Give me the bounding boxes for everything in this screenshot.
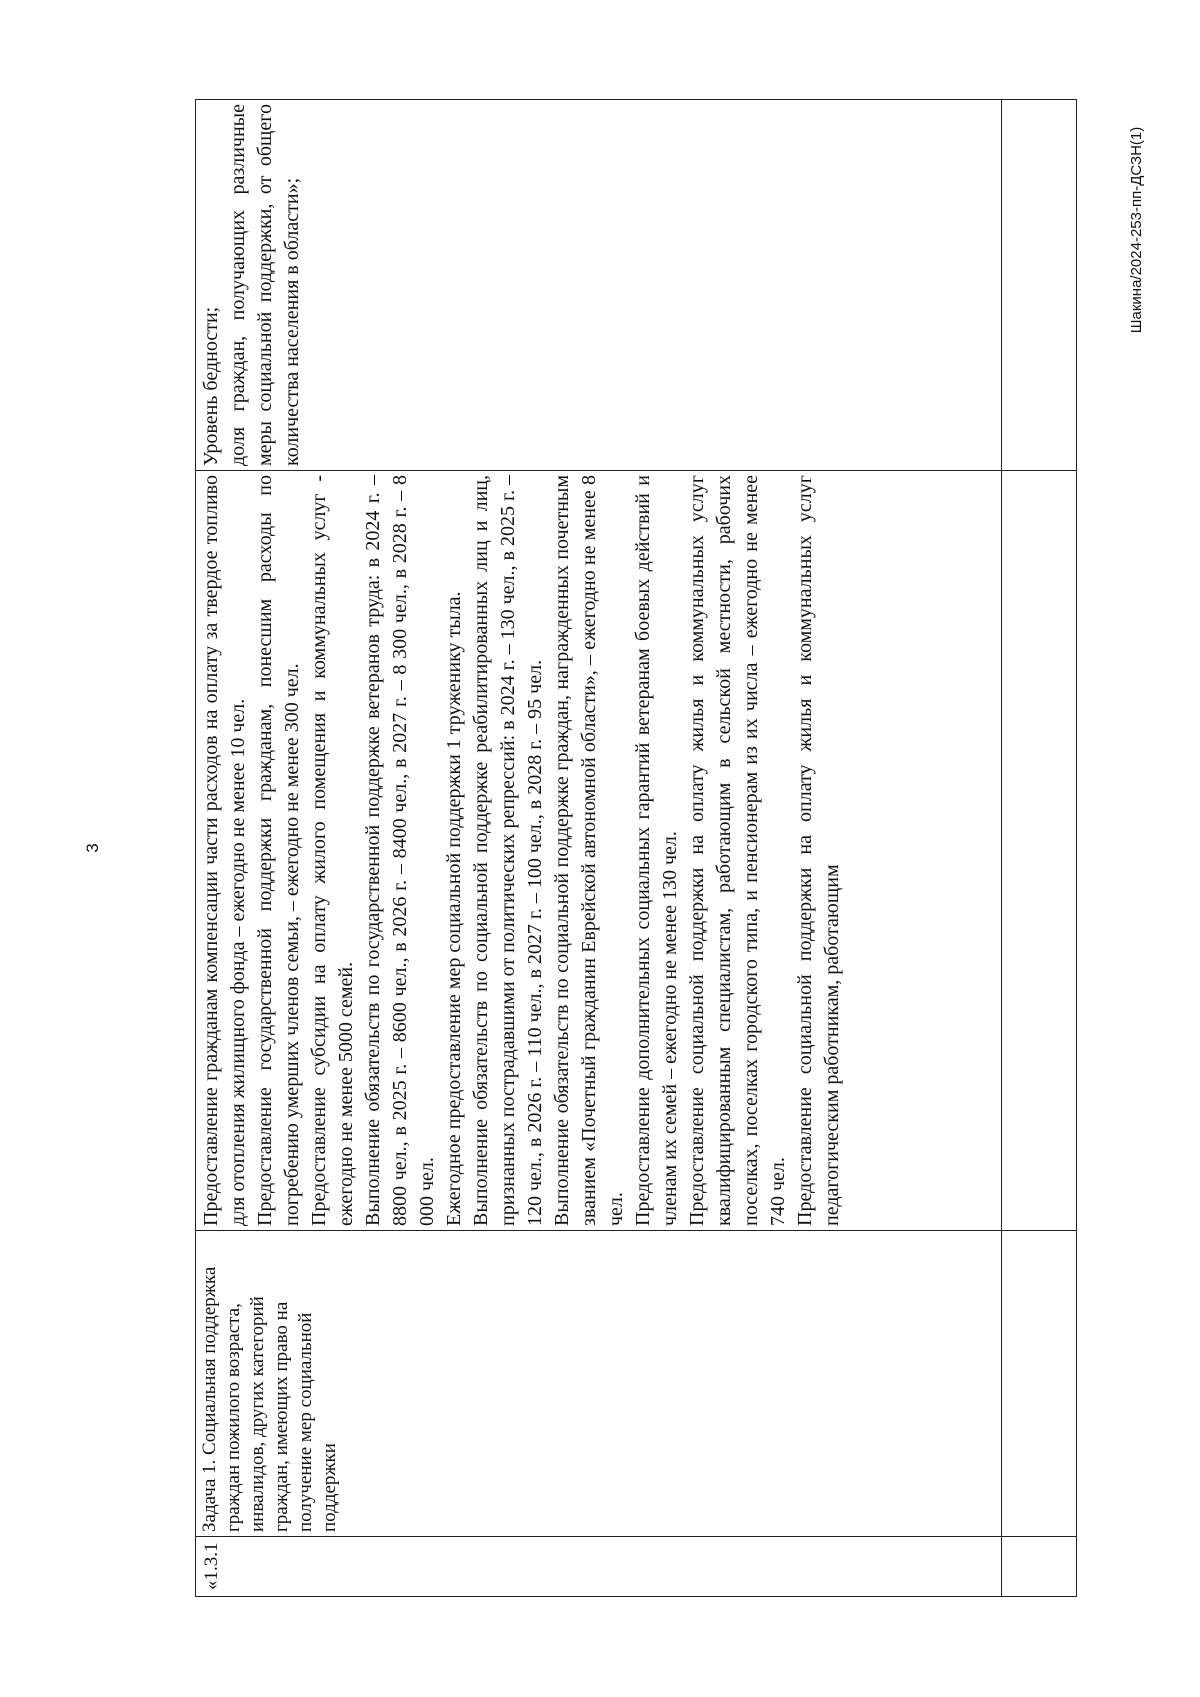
empty-cell xyxy=(1002,100,1077,471)
row-number: «1.3.1 xyxy=(201,1542,222,1590)
empty-cell xyxy=(1002,1537,1077,1597)
task-text: Задача 1. Социальная поддержка граждан пожилого возраста, инвалидов, других категорий граждан, имеющих право на получение мер социальной поддержки xyxy=(199,1266,340,1532)
goal-item: доля граждан, получающих различные меры социальной поддержки, от общего количества населения в области»; xyxy=(227,104,303,466)
empty-cell xyxy=(1002,1231,1077,1537)
program-table xyxy=(195,99,1077,1597)
indicator-item: Предоставление социальной поддержки на оплату жилья и коммунальных услуг квалифицированным специалистам, работающим в сельской местности, рабочих поселках, поселках городского типа, и пенсионерам из их числа – ежегодно не менее 740 чел. xyxy=(686,475,789,1226)
indicator-item: Предоставление государственной поддержки гражданам, понесшим расходы по погребению умерших членов семьи, – ежегодно не менее 300 чел. xyxy=(254,475,303,1226)
indicator-item: Предоставление субсидии на оплату жилого помещения и коммунальных услуг - ежегодно не менее 5000 семей. xyxy=(308,475,357,1226)
goal-item: Уровень бедности; xyxy=(200,306,222,466)
document-code: Шакина/2024-253-пп-ДСЗН(1) xyxy=(1128,126,1145,334)
indicator-item: Предоставление гражданам компенсации части расходов на оплату за твердое топливо для отопления жилищного фонда – ежегодно не менее 10 чел. xyxy=(200,475,249,1226)
indicator-item: Выполнение обязательств по государственной поддержке ветеранов труда: в 2024 г. – 8800 чел., в 2025 г. – 8600 чел., в 2026 г. – 8400 чел., в 2027 г. – 8 300 чел., в 2028 г. – 8 000 чел. xyxy=(362,475,438,1226)
task-cell xyxy=(196,1231,1002,1537)
empty-row xyxy=(1002,100,1077,1597)
indicator-item: Выполнение обязательств по социальной поддержке реабилитированных лиц и лиц, признанных пострадавшими от политических репрессий: в 2024 г. – 130 чел., в 2025 г. – 120 чел., в 2026 г. – 110 чел., в 2027 г. – 100 чел., в 2028 г. – 95 чел. xyxy=(470,475,546,1226)
indicator-item: Выполнение обязательств по социальной поддержке граждан, награжденных почетным званием «Почетный гражданин Еврейской автономной области», – ежегодно не менее 8 чел. xyxy=(551,475,627,1226)
rotated-table-wrapper xyxy=(195,100,1071,1597)
empty-cell xyxy=(1002,471,1077,1231)
page-number: 3 xyxy=(83,843,102,853)
indicator-item: Предоставление социальной поддержки на оплату жилья и коммунальных услуг педагогическим работникам, работающим xyxy=(794,475,843,1226)
table-row xyxy=(196,100,1002,1597)
indicators-cell xyxy=(196,471,1002,1231)
indicator-item: Ежегодное предоставление мер социальной поддержки 1 труженику тыла. xyxy=(443,591,465,1226)
row-number-cell xyxy=(196,1537,1002,1597)
goal-cell xyxy=(196,100,1002,471)
indicator-item: Предоставление дополнительных социальных гарантий ветеранам боевых действий и членам их семей – ежегодно не менее 130 чел. xyxy=(632,475,681,1226)
